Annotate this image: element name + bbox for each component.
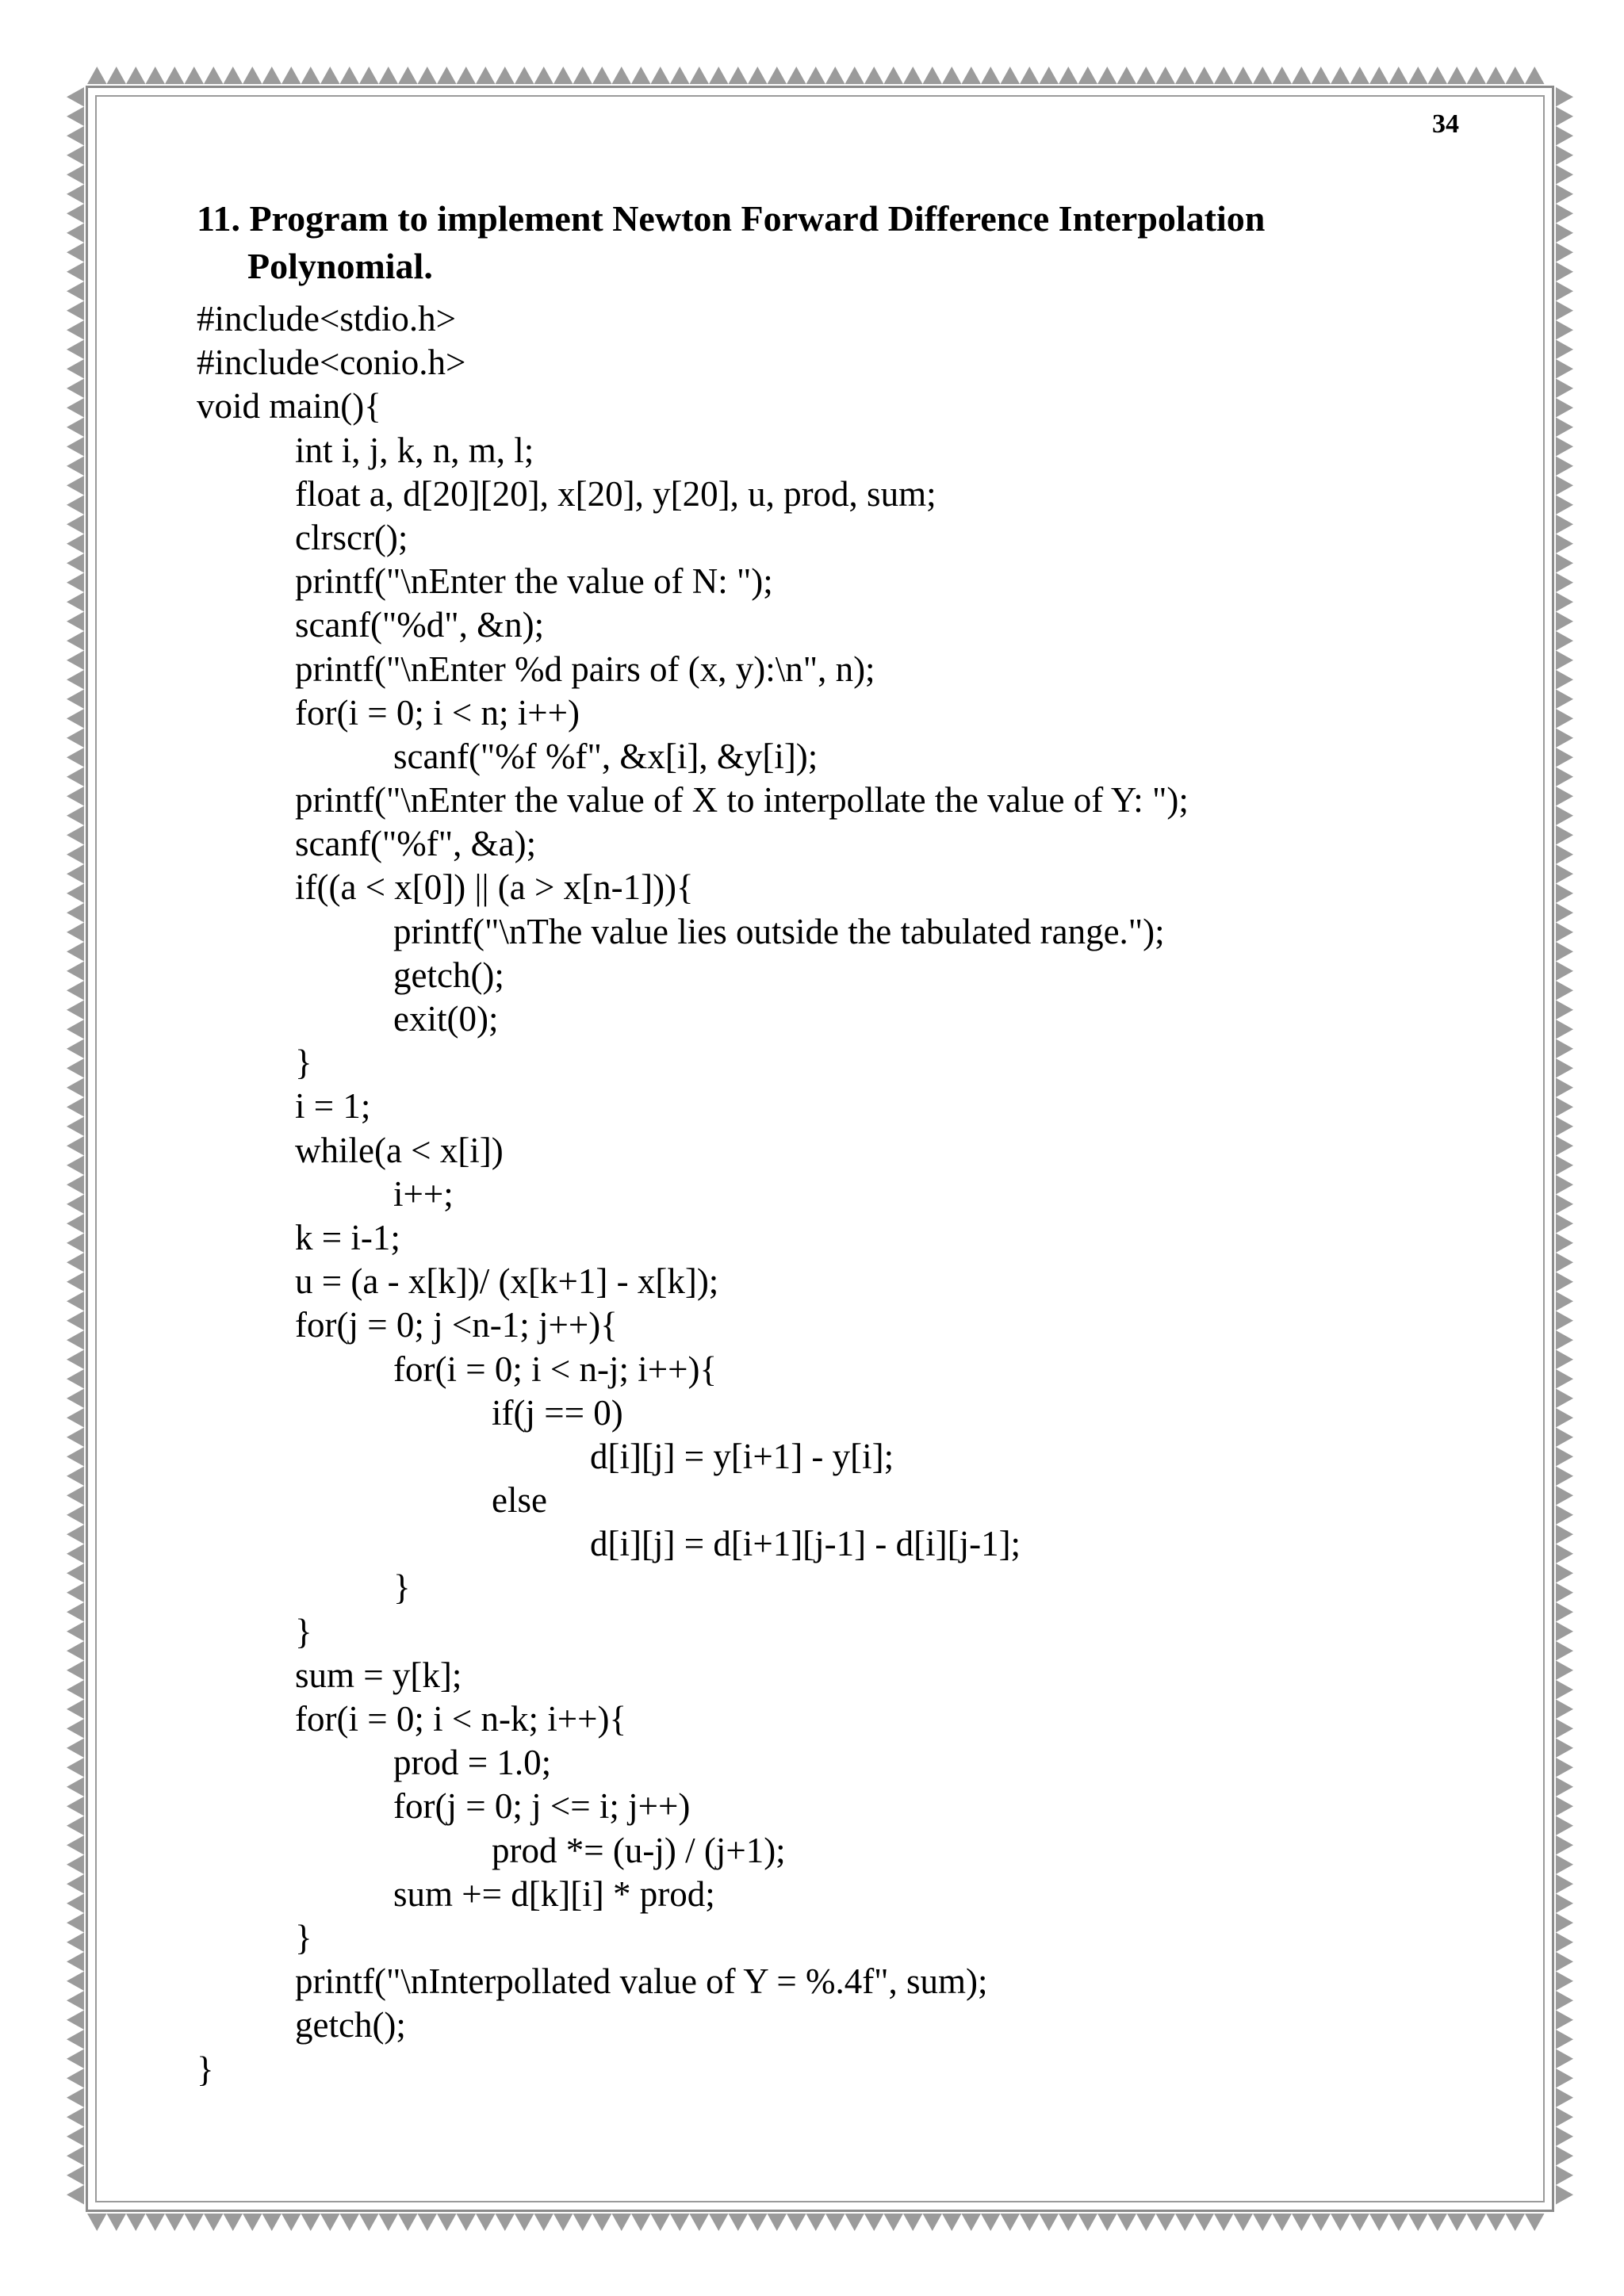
code-line: }: [393, 1567, 411, 1608]
code-line: scanf("%f", &a);: [295, 824, 537, 864]
code-line: for(i = 0; i < n-k; i++){: [295, 1699, 627, 1739]
code-line: for(j = 0; j <= i; j++): [393, 1786, 691, 1827]
code-line: #include<conio.h>: [197, 342, 466, 383]
code-line: }: [295, 1917, 312, 1957]
code-line: getch();: [393, 955, 504, 995]
code-line: if(j == 0): [492, 1392, 623, 1433]
code-line: if((a < x[0]) || (a > x[n-1])){: [295, 867, 694, 908]
heading-line-2: Polynomial.: [247, 246, 433, 286]
border-bottom-triangles: [87, 2214, 1545, 2231]
heading-line-1: 11. Program to implement Newton Forward Difference Interpolation: [197, 198, 1266, 239]
code-line: for(i = 0; i < n-j; i++){: [393, 1349, 718, 1389]
code-line: printf("\nEnter %d pairs of (x, y):\n", n);: [295, 649, 875, 689]
code-line: while(a < x[i]): [295, 1130, 504, 1170]
section-heading: [197, 195, 1434, 290]
code-line: getch();: [295, 2005, 406, 2045]
code-line: u = (a - x[k])/ (x[k+1] - x[k]);: [295, 1261, 719, 1302]
code-line: sum += d[k][i] * prod;: [393, 1873, 715, 1914]
border-left-triangles: [67, 87, 84, 2205]
code-line: #include<stdio.h>: [197, 299, 456, 339]
code-line: else: [492, 1480, 547, 1521]
code-line: prod *= (u-j) / (j+1);: [492, 1830, 786, 1870]
code-line: sum = y[k];: [295, 1655, 462, 1695]
code-line: exit(0);: [393, 999, 499, 1039]
code-line: k = i-1;: [295, 1217, 400, 1257]
code-line: }: [295, 1043, 312, 1083]
code-line: clrscr();: [295, 517, 408, 557]
code-line: d[i][j] = y[i+1] - y[i];: [590, 1436, 894, 1476]
code-line: prod = 1.0;: [393, 1743, 552, 1783]
code-line: int i, j, k, n, m, l;: [295, 430, 534, 470]
page-number: 34: [1432, 109, 1459, 139]
code-line: i++;: [393, 1173, 454, 1214]
code-line: i = 1;: [295, 1086, 371, 1127]
code-listing: [197, 297, 1189, 2091]
code-line: printf("\nThe value lies outside the tabulated range.");: [393, 911, 1165, 951]
code-line: printf("\nEnter the value of N: ");: [295, 561, 773, 602]
code-line: }: [197, 2049, 214, 2089]
code-line: void main(){: [197, 386, 381, 427]
code-line: scanf("%f %f", &x[i], &y[i]);: [393, 736, 818, 776]
border-right-triangles: [1556, 87, 1573, 2205]
code-line: }: [295, 1611, 312, 1651]
code-line: float a, d[20][20], x[20], y[20], u, prod, sum;: [295, 473, 936, 514]
code-line: for(j = 0; j <n-1; j++){: [295, 1305, 618, 1345]
code-line: for(i = 0; i < n; i++): [295, 692, 580, 733]
code-line: scanf("%d", &n);: [295, 605, 545, 645]
code-line: printf("\nInterpollated value of Y = %.4f", sum);: [295, 1961, 988, 2002]
border-top-triangles: [87, 67, 1545, 84]
code-line: printf("\nEnter the value of X to interpollate the value of Y: ");: [295, 780, 1189, 821]
code-line: d[i][j] = d[i+1][j-1] - d[i][j-1];: [590, 1524, 1021, 1564]
